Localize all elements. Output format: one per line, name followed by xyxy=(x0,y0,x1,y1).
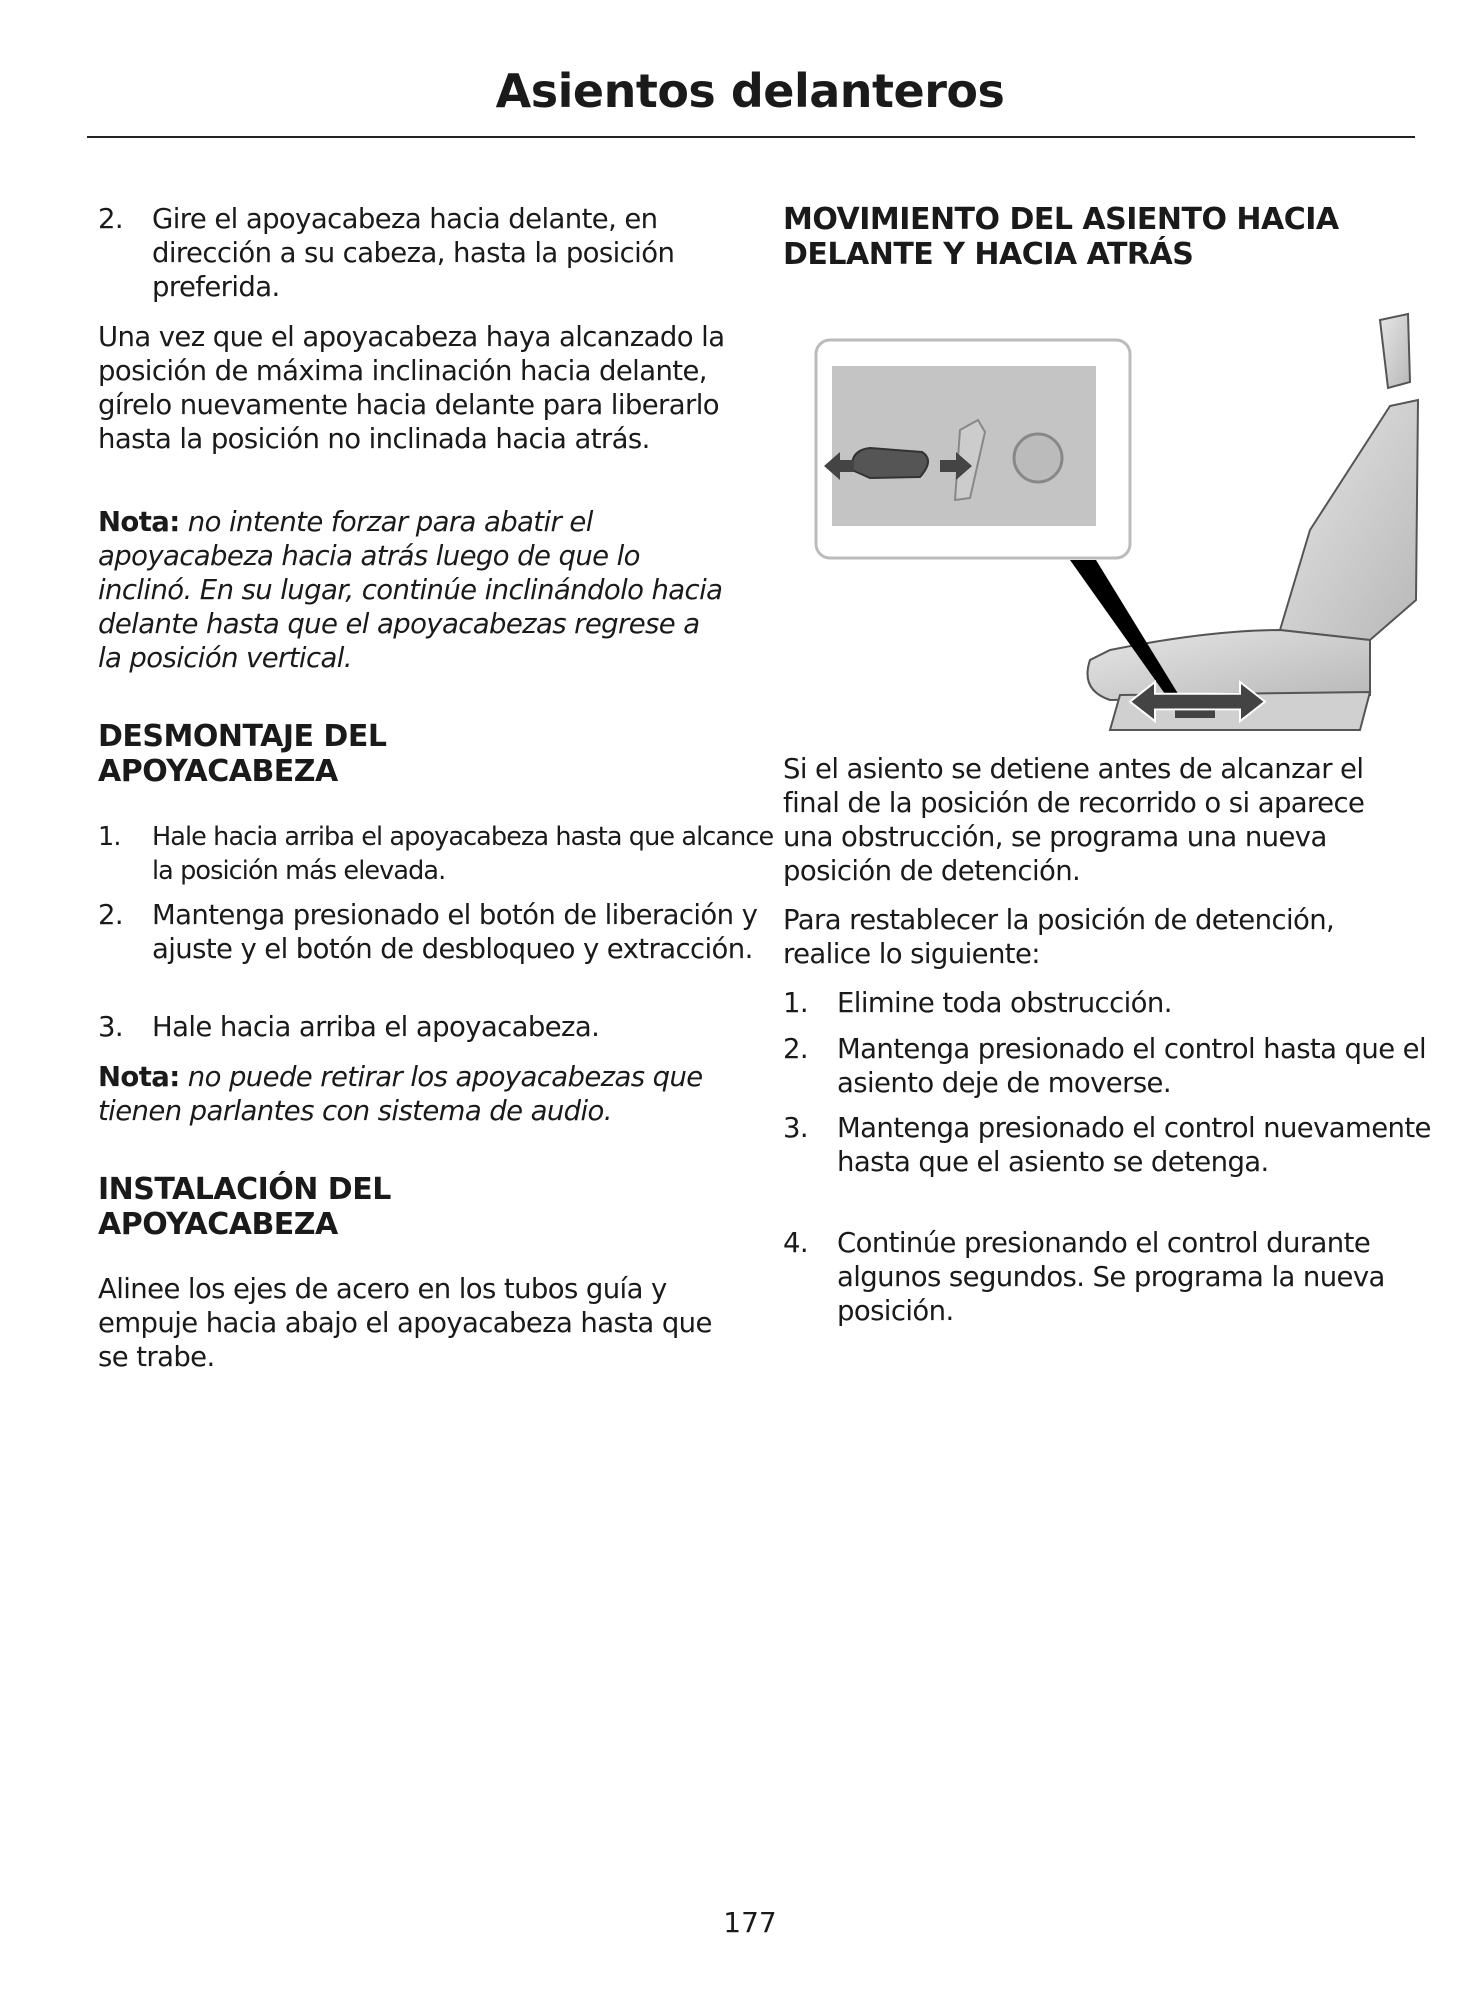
seat-icon xyxy=(1088,314,1419,730)
item-text: Gire el apoyacabeza hacia delante, en dirección a su cabeza, hasta la posición preferida. xyxy=(152,203,675,303)
note-label: Nota: xyxy=(98,506,180,538)
item-number: 2. xyxy=(783,1033,809,1065)
header-divider xyxy=(87,136,1415,138)
item-text: Hale hacia arriba el apoyacabeza hasta que alcance la posición más elevada. xyxy=(152,822,774,886)
list-item xyxy=(98,202,782,304)
item-number: 3. xyxy=(98,1011,124,1043)
item-text: Mantenga presionado el botón de liberación y ajuste y el botón de desbloqueo y extracción. xyxy=(152,899,758,965)
seat-adjustment-illustration xyxy=(810,300,1420,735)
paragraph: Una vez que el apoyacabeza haya alcanzado la posición de máxima inclinación hacia delante, gírelo nuevamente hacia delante para liberarlo hasta la posición no inclinada hacia atrás. xyxy=(98,321,725,455)
list-item xyxy=(783,1226,1457,1328)
item-number: 1. xyxy=(783,987,809,1019)
page-number: 177 xyxy=(723,1906,777,1939)
note-label: Nota: xyxy=(98,1061,180,1093)
inset-switch-detail xyxy=(816,340,1130,558)
note-text: no intente forzar para abatir el apoyacabeza hacia atrás luego de que lo inclinó. En su lugar, continúe inclinándolo hacia delante hasta que el apoyacabezas regrese a la posición vertical. xyxy=(98,506,723,674)
list-item xyxy=(783,1032,1457,1100)
item-text: Mantenga presionado el control nuevamente hasta que el asiento se detenga. xyxy=(837,1112,1431,1178)
item-text: Continúe presionando el control durante algunos segundos. Se programa la nueva posición. xyxy=(837,1227,1385,1327)
item-number: 2. xyxy=(98,899,124,931)
page-title: Asientos delanteros xyxy=(495,64,1005,118)
item-number: 1. xyxy=(98,822,121,852)
list-item xyxy=(98,820,782,888)
item-number: 3. xyxy=(783,1112,809,1144)
paragraph: Si el asiento se detiene antes de alcanzar el final de la posición de recorrido o si aparece una obstrucción, se programa una nueva posición de detención. xyxy=(783,753,1365,887)
list-item xyxy=(783,986,1457,1020)
list-item xyxy=(783,1111,1457,1179)
section-heading: MOVIMIENTO DEL ASIENTO HACIA DELANTE Y HACIA ATRÁS xyxy=(783,202,1339,272)
note xyxy=(98,505,728,675)
item-text: Elimine toda obstrucción. xyxy=(837,987,1172,1019)
item-number: 2. xyxy=(98,203,124,235)
note xyxy=(98,1060,728,1128)
item-number: 4. xyxy=(783,1227,809,1259)
item-text: Hale hacia arriba el apoyacabeza. xyxy=(152,1011,600,1043)
section-heading: INSTALACIÓN DEL APOYACABEZA xyxy=(98,1172,391,1242)
section-heading: DESMONTAJE DEL APOYACABEZA xyxy=(98,719,387,789)
list-item xyxy=(98,898,782,966)
list-item xyxy=(98,1010,782,1044)
paragraph: Para restablecer la posición de detención, realice lo siguiente: xyxy=(783,904,1335,970)
note-text: no puede retirar los apoyacabezas que tienen parlantes con sistema de audio. xyxy=(98,1061,703,1127)
item-text: Mantenga presionado el control hasta que el asiento deje de moverse. xyxy=(837,1033,1427,1099)
paragraph: Alinee los ejes de acero en los tubos guía y empuje hacia abajo el apoyacabeza hasta que se trabe. xyxy=(98,1273,712,1373)
